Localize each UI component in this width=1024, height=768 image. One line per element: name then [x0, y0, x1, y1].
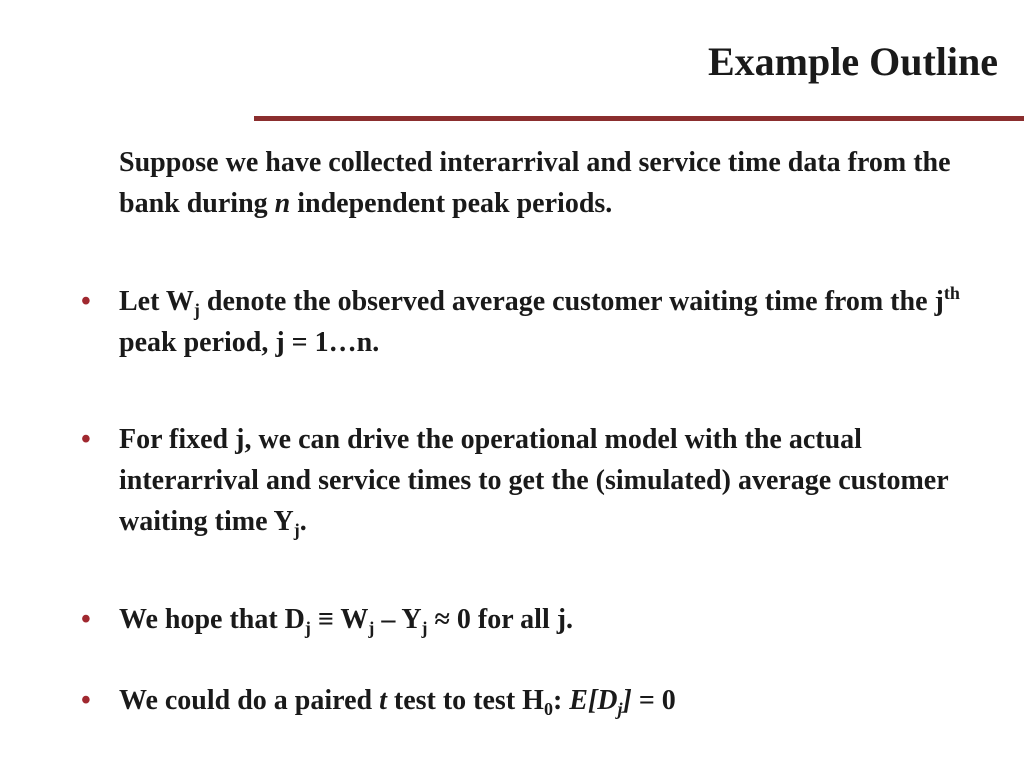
bullet-1-text-3: peak period, j = 1…n. [119, 327, 380, 358]
bullet-2-text-2: . [299, 506, 307, 537]
intro-text-1: Suppose we have collected interarrival and service time data from the bank during [119, 147, 951, 219]
bullet-1-text-1: Let W [119, 286, 194, 317]
bullet-4-text-1: We could do a paired [119, 685, 380, 716]
bullet-4-text-3: : [552, 685, 570, 716]
slide-title: Example Outline [707, 39, 998, 84]
bullet-3-text-4: ≈ 0 for all j. [427, 604, 574, 635]
intro-text-2: independent peak periods. [290, 188, 613, 219]
bullet-item-1 [81, 281, 999, 363]
bullet-4-sub-1: 0 [543, 699, 553, 719]
bullet-4-sub-2: j [617, 699, 623, 719]
bullet-4-t-italic: t [379, 685, 387, 716]
bullet-3-text-3: – Y [374, 604, 422, 635]
bullet-marker: • [81, 286, 91, 317]
bullet-marker: • [81, 424, 91, 455]
bullet-3-equiv: ≡ [310, 604, 341, 635]
bullet-2-text-1: For fixed j, we can drive the operational model with the actual interarrival and service times to get the (simulated) average customer waiting time Y [119, 424, 949, 537]
bullet-4-text-2: test to test H [386, 685, 544, 716]
bullet-3-sub-2: j [368, 618, 375, 638]
intro-paragraph [119, 142, 979, 224]
bullet-4-e1: E[D [569, 685, 618, 716]
bullet-item-3 [81, 599, 999, 640]
bullet-marker: • [81, 685, 91, 716]
bullet-3-text-2: W [340, 604, 369, 635]
bullet-4-text-4: = 0 [631, 685, 676, 716]
bullet-3-text-1: We hope that D [119, 604, 305, 635]
bullet-1-sub-1: j [193, 300, 200, 320]
bullet-4-e2: ] [622, 685, 632, 716]
bullet-1-text-2: denote the observed average customer waiting time from the j [199, 286, 944, 317]
intro-n: n [274, 188, 291, 219]
bullet-item-4 [81, 680, 999, 721]
bullet-3-sub-1: j [304, 618, 311, 638]
bullet-2-sub-1: j [293, 520, 300, 540]
bullet-4-expectation [569, 685, 632, 719]
bullet-3-sub-3: j [421, 618, 428, 638]
title-underline [254, 116, 1024, 121]
bullet-marker: • [81, 604, 91, 635]
bullet-1-sup-1: th [943, 283, 960, 303]
bullet-item-2 [81, 419, 969, 542]
